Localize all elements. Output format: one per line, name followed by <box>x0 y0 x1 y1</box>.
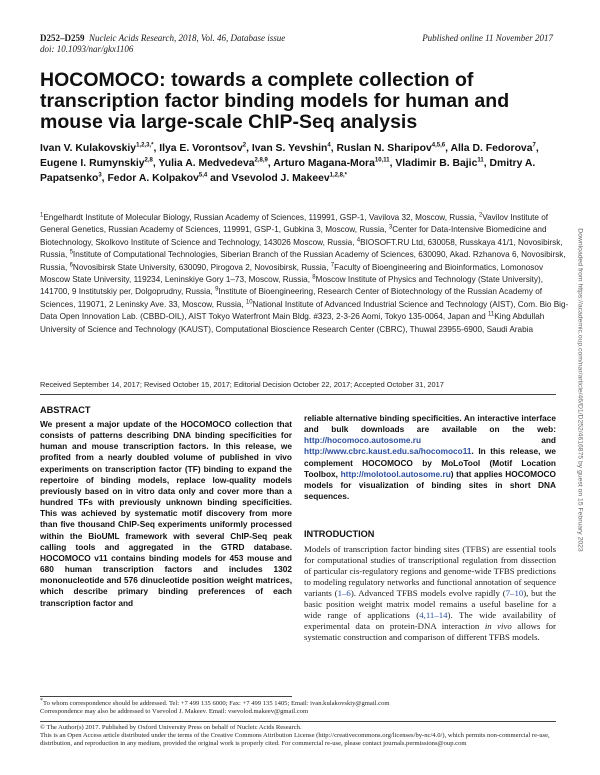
affiliation-number: 4 <box>356 237 361 244</box>
author-affiliation-marks: 2,8,9 <box>254 157 268 164</box>
author-affiliation-marks: 2 <box>242 142 247 149</box>
author-affiliation-marks: 1,2,3,* <box>136 142 154 149</box>
introduction-heading: INTRODUCTION <box>304 529 375 539</box>
author-affiliation-marks: 3 <box>98 172 102 179</box>
author <box>252 143 331 154</box>
abstract-heading: ABSTRACT <box>40 405 91 415</box>
author <box>40 143 153 154</box>
abstract-cont-3: . In this release, we complement HOCOMOCO by MoLoTool (Motif Location Toolbox, <box>304 446 556 479</box>
affiliation-number: 9 <box>215 286 219 293</box>
affiliation-number: 2 <box>478 212 483 219</box>
doi[interactable]: doi: 10.1093/nar/gkx1106 <box>40 44 134 54</box>
intro-part-1: Models of transcription factor binding sites (TFBS) are essential tools for computational studies of transcriptional regulation from dissection of particular cis-regulatory regions and genome-wide TFBS predictions to modeling regulatory networks and functional annotation of sequence variants ( <box>304 544 556 599</box>
link-hocomoco[interactable]: http://hocomoco.autosome.ru <box>304 435 422 446</box>
copyright-line: © The Author(s) 2017. Published by Oxford University Press on behalf of Nucleic Acids Research. <box>40 724 302 731</box>
affiliation-number: 8 <box>312 274 316 281</box>
author <box>336 143 445 154</box>
author-name: Ivan S. Yevshin <box>251 143 328 154</box>
download-watermark-text: Downloaded from https://academic.oup.com/nar/article/46/D1/D252/4616875 by guest on 15 February 2023 <box>576 228 584 552</box>
footnotes: *To whom correspondence should be addressed. Tel: +7 499 135 6000; Fax: +7 499 135 1405; Email: ivan.kulakovskiy@gmail.com Correspondence may also be addressed to Vsevolod J. Makeev. Email: vsevolod.makeev@gmail.com <box>40 700 570 716</box>
ref-link-3[interactable]: 4,11–14 <box>419 610 448 621</box>
link-molotool[interactable]: http://molotool.autosome.ru <box>340 468 451 479</box>
author-name: Yulia A. Medvedeva <box>158 158 255 169</box>
license-text: This is an Open Access article distributed under the terms of the Creative Commons Attribution License (http://creativecommons.org/licenses/by-nc/4.0/), which permits non-commercial re-use, distribution, and reproduction in any medium, provided the original work is properly cited. For commercial re-use, please contact journals.permissions@oup.com <box>40 732 550 748</box>
author-name: Arturo Magana-Mora <box>273 158 375 169</box>
link-kaust[interactable]: http://www.cbrc.kaust.edu.sa/hocomoco11 <box>304 446 472 457</box>
affiliation-text: King Abdullah University of Science and Technology (KAUST), Computational Bioscience Research Center (CBRC), Thuwal 23955-6900, Saudi Arabia <box>40 312 545 334</box>
author-affiliation-marks: 7 <box>532 142 536 149</box>
introduction-text <box>304 544 556 643</box>
ref-link-1[interactable]: 1–6 <box>337 588 351 599</box>
author-affiliation-marks: 11 <box>477 157 484 164</box>
intro-part-2: ). Advanced TFBS models evolve rapidly ( <box>350 588 506 599</box>
affiliation-number: 7 <box>330 261 335 268</box>
affiliation-number: 1 <box>40 212 44 219</box>
affiliation-text: Novosibirsk State University, 630090, Pirogova 2, Novosibirsk, Russia, <box>72 262 331 272</box>
article-title: HOCOMOCO: towards a complete collection of transcription factor binding models for human and mouse via large-scale ChIP-Seq analysis <box>40 69 510 133</box>
affiliation-number: 5 <box>69 249 73 256</box>
affiliation-text: Engelhardt Institute of Molecular Biology, Russian Academy of Sciences, 119991, GSP-1, Vavilova 32, Moscow, Russia, <box>43 213 479 222</box>
author <box>158 158 267 169</box>
author-affiliation-marks: 5,4 <box>198 172 208 179</box>
affiliation-text: National Institute of Advanced Industrial Science and Technology (AIST), Com. Bio Big-Data Open Innovation Lab. (CBBD-OIL), AIST Tokyo Waterfront Main Bldg. #323, 2-3-26 Aomi, Tokyo 135-0064, Japan and <box>40 299 569 322</box>
intro-part-4: ). The wide availability of experimental data on protein-DNA interaction <box>304 610 556 632</box>
author <box>159 143 246 154</box>
author-affiliation-marks: 2,8 <box>144 157 153 164</box>
correspondence-2: Correspondence may also be addressed to Vsevolod J. Makeev. Email: vsevolod.makeev@gmail.com <box>40 708 309 716</box>
author-name: Eugene I. Rumynskiy <box>40 158 145 169</box>
license-divider <box>40 721 556 722</box>
affiliations <box>40 212 570 336</box>
article-dates: Received September 14, 2017; Revised October 15, 2017; Editorial Decision October 22, 2017; Accepted October 31, 2017 <box>40 380 444 389</box>
footnote-divider <box>40 696 292 697</box>
affiliation-text: Vavilov Institute of General Genetics, Russian Academy of Sciences, 119991, GSP-1, Gubkina 3, Moscow, Russia, <box>40 213 549 235</box>
author-list: Ivan V. Kulakovskiy$^{1,2,3,*}$, Ilya E. Vorontsov$^2$, Ivan S. Yevshin$^4$, Ruslan N. Sharipov$^{4,5,6}$, Alla D. Fedorova$^7$, Eugene I. Rumynskiy$^{2,8}$, Yulia A. Medvedeva$^{2,8,9}$, Arturo Magana-Mora$^{10,11}$, Vladimir B. Bajic$^{11}$, Dmitry A. Papatsenko$^3$, Fedor A. Kolpakov$^{5,4}$ and Vsevolod J. Makeev$^{1,2,8,*}$ <box>40 142 539 184</box>
author-name: Dmitry A. Papatsenko <box>40 158 536 184</box>
author-affiliation-marks: 10,11 <box>374 157 390 164</box>
abstract-continued <box>304 413 556 502</box>
author <box>40 158 153 169</box>
author-name: Alla D. Fedorova <box>450 143 533 154</box>
affiliation-text: Faculty of Bioengineering and Bioinformatics, Lomonosov Moscow State University, 119234, Leninskiye Gory 1–73, Moscow, Russia, <box>40 262 544 285</box>
affiliation-text: BIOSOFT.RU Ltd, 630058, Russkaya 41/1, Novosibirsk, Russia, <box>40 237 563 260</box>
author-affiliation-marks: 4 <box>327 142 331 149</box>
abstract-cont-1: reliable alternative binding specificities. An interactive interface and bulk downloads are available on the web: <box>304 413 556 435</box>
author <box>273 158 389 169</box>
journal-citation: Nucleic Acids Research, 2018, Vol. 46, Database issue <box>89 33 286 43</box>
author-name: Ilya E. Vorontsov <box>159 143 243 154</box>
affiliation-text: Institute of Bioengineering, Research Center of Biotechnology of the Russian Academy of Sciences, 119071, 2 Leninsky Ave. 33, Moscow, Russia, <box>40 287 543 309</box>
abstract-text: We present a major update of the HOCOMOCO collection that consists of patterns describing DNA binding specificities for human and mouse transcription factors. In this release, we profited from a nearly doubled volume of published in vivo experiments on transcription factor (TF) binding to expand the repertoire of binding models, replace low-quality models previously based on in vitro data only and cover more than a hundred TFs with previously unknown binding specificities. This was achieved by systematic motif discovery from more than five thousand ChIP-Seq experiments uniformly processed within the BioUML framework with several ChIP-Seq peak calling tools and aggregated in the GTRD database. HOCOMOCO v11 contains binding models for 453 mouse and 680 human transcription factors and includes 1302 mononucleotide and 576 dinucleotide position weight matrices, which describe primary binding preferences of each transcription factor and <box>40 419 292 608</box>
running-header-left <box>40 33 285 44</box>
affiliation-number: 3 <box>388 224 393 231</box>
page-range: D252–D259 <box>40 33 85 43</box>
abstract-cont-4: ) that applies HOCOMOCO models for visualization of binding sites in short DNA sequences. <box>304 468 556 502</box>
author-name: Vladimir B. Bajic <box>395 158 478 169</box>
intro-italic: in vivo <box>484 621 512 632</box>
intro-part-3: ), but the basic position weight matrix model remains a useful baseline for a wide range of applications ( <box>304 588 556 621</box>
ref-link-2[interactable]: 7–10 <box>505 588 524 599</box>
published-date: Published online 11 November 2017 <box>422 33 553 43</box>
affiliation-number: 11 <box>488 311 495 318</box>
header-divider <box>40 394 556 395</box>
author-name: Ivan V. Kulakovskiy <box>40 143 137 154</box>
abstract-cont-2: and <box>421 435 556 446</box>
author <box>231 173 347 184</box>
author-name: Fedor A. Kolpakov <box>107 173 199 184</box>
download-watermark <box>573 190 587 590</box>
author <box>451 143 536 154</box>
license <box>40 724 570 749</box>
intro-part-5: allows for systematic construction and comparison of different TFBS models. <box>304 621 556 643</box>
author <box>107 173 207 184</box>
author-name: Vsevolod J. Makeev <box>231 173 330 184</box>
correspondence-1: To whom correspondence should be addressed. Tel: +7 499 135 6000; Fax: +7 499 135 1405; Email: ivan.kulakovskiy@gmail.com <box>43 700 390 707</box>
author-affiliation-marks: 1,2,8,* <box>329 172 348 179</box>
affiliation-text: Center for Data-Intensive Biomedicine and Biotechnology, Skolkovo Institute of Science and Technology, 143026 Moscow, Russia, <box>40 225 547 247</box>
affiliation-text: Moscow Institute of Physics and Technology (State University), 141700, 9 Institutskiy per, Dolgoprudny, Russia, <box>40 275 544 297</box>
author-affiliation-marks: 4,5,6 <box>431 142 446 149</box>
author <box>395 158 483 169</box>
affiliation-number: 6 <box>69 261 73 268</box>
author-name: Ruslan N. Sharipov <box>336 143 432 154</box>
affiliation-text: Institute of Computational Technologies, Siberian Branch of the Russian Academy of Sciences, 630090, Akad. Rzhanova 6, Novosibirsk, Russia, <box>40 250 566 272</box>
affiliation-number: 10 <box>245 299 253 306</box>
